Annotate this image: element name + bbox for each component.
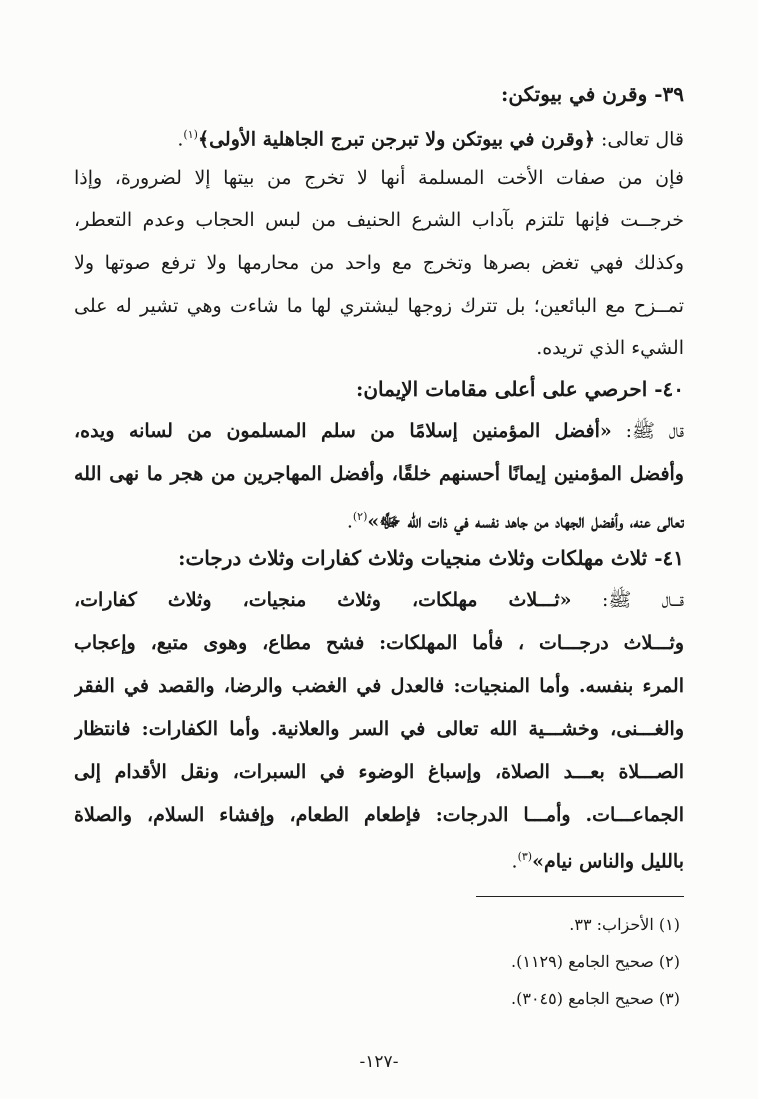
text-line bbox=[74, 580, 684, 620]
footnote-ref: (١) bbox=[183, 128, 198, 141]
text-line: خرجــت فإنها تلتزم بآداب الشرع الحنيف من لبس الحجاب وعدم التعطر، bbox=[74, 209, 684, 231]
text-line: الشيء الذي تريده. bbox=[536, 337, 684, 359]
hadith-text: الجماعـــات. وأمـــا الدرجات: فإطعام الطعام، وإفشاء السلام، والصلاة bbox=[74, 804, 684, 826]
text-line: تمــزح مع البائعين؛ بل تترك زوجها ليشتري لها ما شاءت وهي تشير له على bbox=[74, 295, 684, 317]
footnote-ref: (٢) bbox=[352, 510, 368, 523]
section-heading-41: ٤١- ثلاث مهلكات وثلاث منجيات وثلاث كفارات وثلاث درجات: bbox=[178, 546, 684, 570]
footnote-2: (٢) صحيح الجامع (١١٢٩). bbox=[511, 952, 680, 971]
hadith-text: وثـــلاث درجـــات ، فأما المهلكات: فشح مطاع، وهوى متبع، وإعجاب bbox=[74, 632, 684, 654]
hadith-text: وأفضل المؤمنين إيمانًا أحسنهم خلقًا، وأفضل المهاجرين من هجر ما نهى الله bbox=[74, 463, 684, 485]
hadith-text: الصـــلاة بعـــد الصلاة، وإسباغ الوضوء في السبرات، ونقل الأقدام إلى bbox=[74, 761, 684, 783]
page-number: -١٢٧- bbox=[359, 1052, 399, 1072]
text-line: وكذلك فهي تغض بصرها وتخرج مع واحد من محارمها ولا ترفع صوتها ولا bbox=[74, 252, 684, 274]
hadith-text: المرء بنفسه. وأما المنجيات: فالعدل في الغضب والرضا، والقصد في الفقر bbox=[74, 675, 684, 697]
section-heading-40: ٤٠- احرصي على أعلى مقامات الإيمان: bbox=[355, 377, 684, 401]
quran-verse: ﴿وقرن في بيوتكن ولا تبرجن تبرج الجاهلية الأولى﴾ bbox=[197, 128, 595, 151]
text-line bbox=[74, 115, 684, 155]
section-heading-39: ٣٩- وقرن في بيوتكن: bbox=[501, 82, 684, 106]
text-line bbox=[74, 497, 684, 537]
line-suffix: . bbox=[177, 128, 184, 151]
line-prefix: قال ﷺ: bbox=[611, 420, 684, 442]
line-prefix: قال تعالى: bbox=[594, 128, 684, 151]
footnote-1: (١) الأحزاب: ٣٣. bbox=[569, 915, 680, 934]
footnote-ref: (٣) bbox=[517, 850, 533, 863]
line-suffix: . bbox=[346, 510, 353, 533]
text-line bbox=[74, 837, 684, 877]
text-line bbox=[74, 411, 684, 451]
hadith-text: والغـــنى، وخشـــية الله تعالى في السر والعلانية. وأما الكفارات: فانتظار bbox=[74, 718, 684, 740]
footnote-divider bbox=[476, 896, 684, 897]
hadith-text: تعالى عنه، وأفضل الجهاد من جاهد نفسه في ذات الله ﷻ» bbox=[367, 510, 684, 533]
line-suffix: . bbox=[511, 850, 518, 873]
text-line: فإن من صفات الأخت المسلمة أنها لا تخرج من بيتها إلا لضرورة، وإذا bbox=[74, 167, 684, 189]
line-prefix: قـــال ﷺ: bbox=[571, 589, 684, 611]
footnote-3: (٣) صحيح الجامع (٣٠٤٥). bbox=[511, 989, 680, 1008]
hadith-text: «أفضل المؤمنين إسلامًا من سلم المسلمون من لسانه ويده، bbox=[74, 420, 612, 442]
hadith-text: «ثـــلاث مهلكات، وثلاث منجيات، وثلاث كفارات، bbox=[74, 589, 572, 611]
hadith-text: بالليل والناس نيام» bbox=[532, 850, 684, 873]
